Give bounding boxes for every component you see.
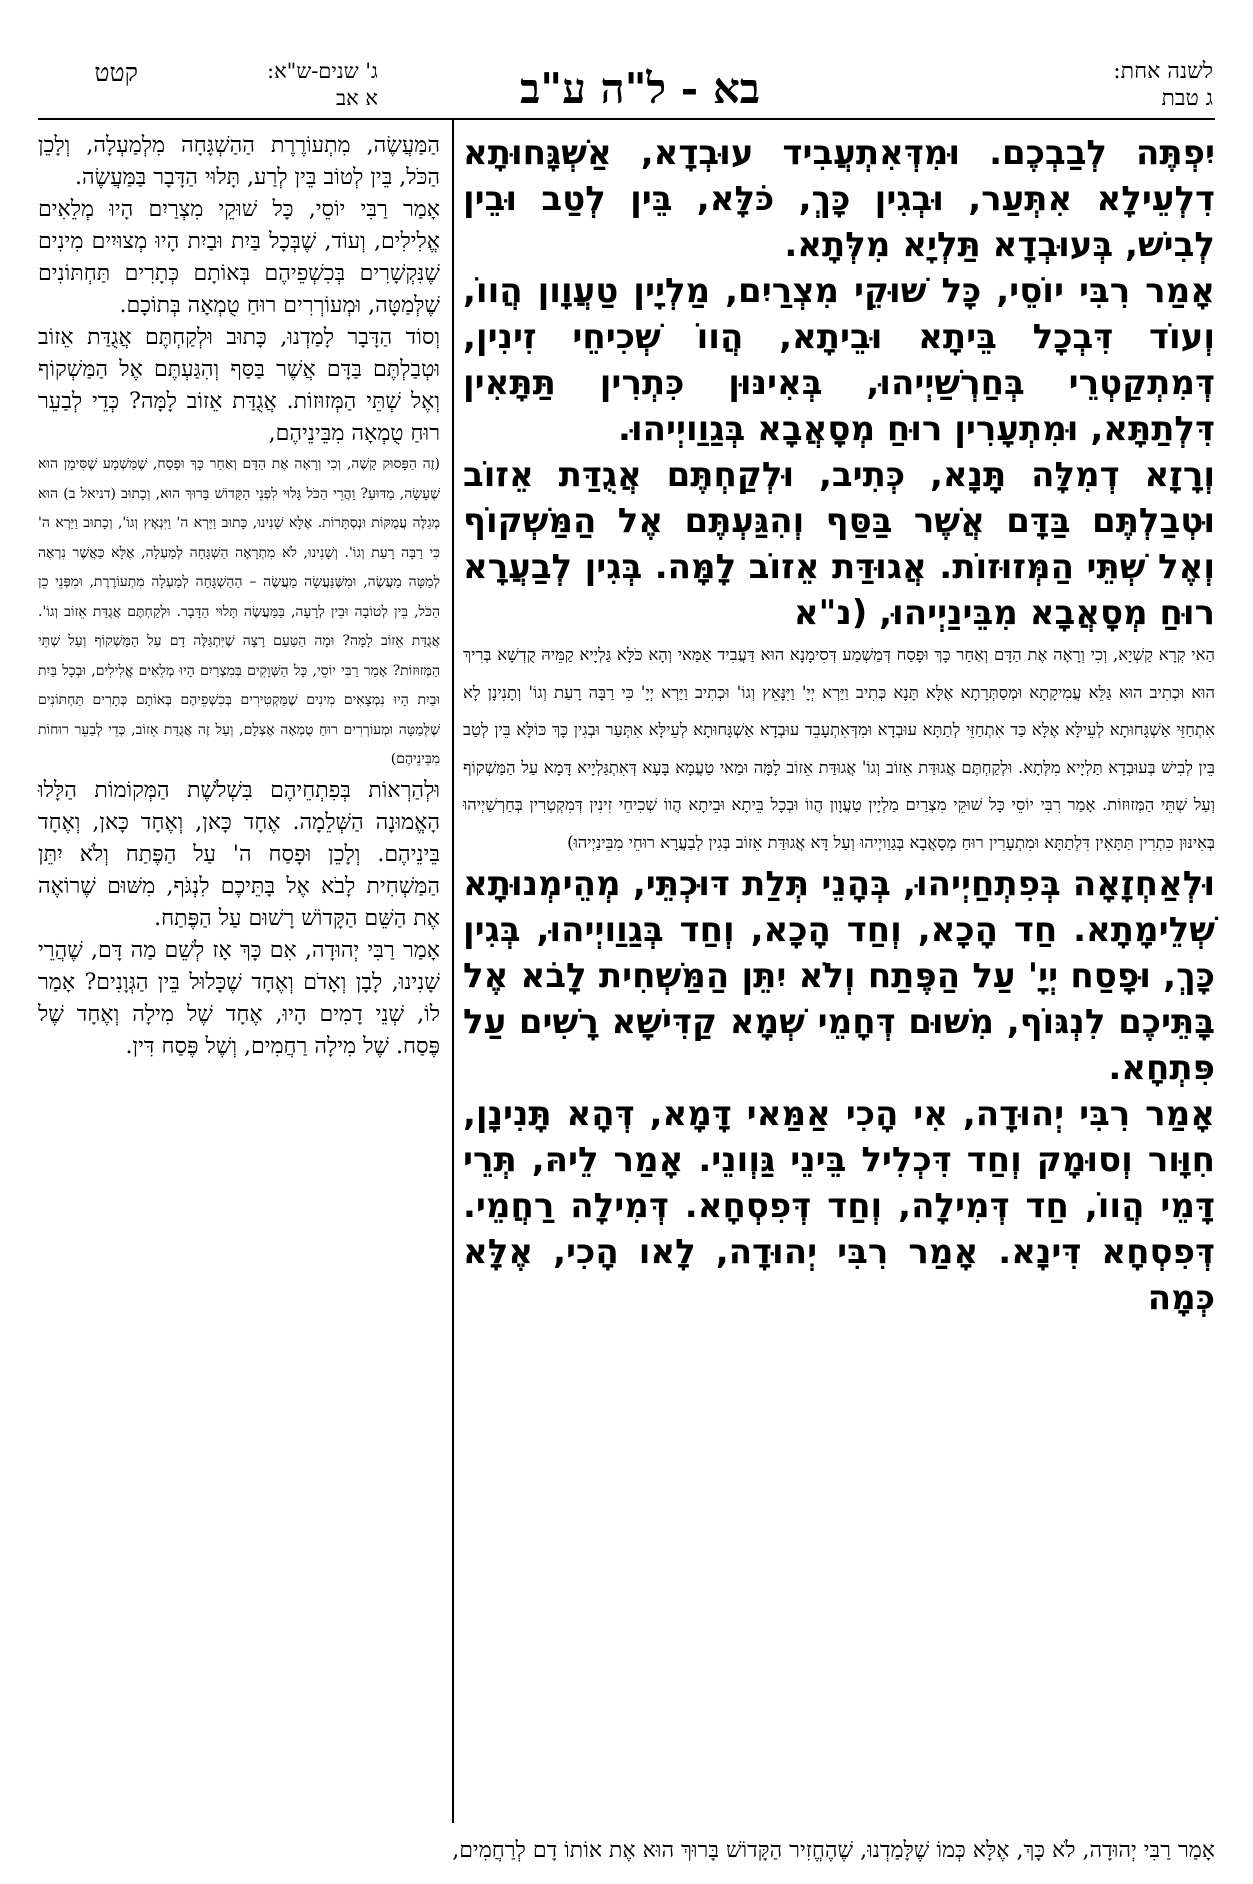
translation-paragraph: הַמַּעֲשֶׂה, מִתְעוֹרֶרֶת הַהַשְׁגָּחָה מִלְמַעְלָה, וְלָכֵן הַכֹּל, בֵּין לְטוֹב בֵּין לְרַע, תָּלוּי הַדָּבָר בַּמַּעֲשֶׂה. (38, 133, 440, 190)
main-paragraph: יִפְתֶּה לְבַבְכֶם. וּמִדְּאִתְעֲבִיד עוּבְדָא, אַשְׁגָּחוּתָא דִלְעֵילָא אִתְּעַר, וּבְגִין כָּךְ, כֹּלָּא, בֵּין לְטַב וּבֵין לְבִישׁ, בְּעוּבְדָא תַּלְיָא מִלְּתָא. (463, 133, 1215, 265)
translation-paragraph: אָמַר רַבִּי יְהוּדָה, אִם כָּךְ אָז לְשֵׁם מַה דָּם, שֶׁהֲרֵי שָׁנִינוּ, לָבָן וְאָדֹם וְאֶחָד שֶׁכָּלוּל בֵּין הַגְּוָנִים? אָמַר לוֹ, שְׁנֵי דָמִים הָיוּ, אֶחָד שֶׁל מִילָה וְאֶחָד שֶׁל פֶּסַח. שֶׁל מִילָה רַחֲמִים, וְשֶׁל פֶּסַח דִּין. (38, 937, 440, 1059)
header-left-line1: ג' שנים-ש"א: (267, 59, 378, 83)
main-paragraph: אָמַר רִבִּי יוֹסֵי, כָּל שׁוּקֵי מִצְרַיִם, מַלְיָין טַעֲוָון הֲווֹ, וְעוֹד דִּבְכָל בֵּיתָא וּבֵיתָא, הֲווֹ שְׁכִיחֵי זִינִין, דְּמִתְקַטְרֵי בְּחַרְשַׁיְיהוּ, בְּאִינּוּן כִּתְרִין תַּתָּאִין דִּלְתַתָּא, וּמִתְעָרִין רוּחַ מְסָאֲבָא בְּגַוַויְיהוּ. (463, 271, 1215, 449)
header-divider (38, 118, 1215, 120)
translation-commentary: (זֶה הַפָּסוּק קָשֶׁה, וְכִי וְרָאָה אֶת הַדָּם וְאַחַר כָּךְ וּפָסַח, שֶׁמַּשְׁמָע שֶׁסִּימָן הוּא שֶׁעָשָׂה, מַדּוּעַ? וַהֲרֵי הַכֹּל גָּלוּי לִפְנֵי הַקָּדוֹשׁ בָּרוּךְ הוּא, וְכָתוּב (דניאל ב) הוּא מְגַלֶּה עֲמֻקּוֹת וּנְסְתָּרוֹת. אֶלָּא שָׁנִינוּ, כָּתוּב וַיַּרְא ה' וַיִּנְאָץ וְגוֹ', וְכָתוּב וַיַּרְא ה' כִּי רַבָּה רָעַת וְגוֹ'. וְשָׁנִינוּ, לֹא מִתְרָאָה הַשְׁגָּחָה לְמַעְלָה, אֶלָּא כַּאֲשֶׁר נִרְאֶה לְמַטָּה מַעֲשֶׂה, וּמִשֶּׁנַּעֲשָׂה מַעֲשֶׂה – הַהַשְׁגָּחָה לְמַעְלָה מִתְעוֹרֶרֶת, וּמִפְּנֵי כֵן הַכֹּל, בֵּין לְטוֹבָה וּבֵין לְרָעָה, בַּמַּעֲשֶׂה תָּלוּי הַדָּבָר. וּלְקַחְתֶּם אֲגֻדַּת אֵזוֹב וְגוֹ'. אֲגֻדַּת אֵזוֹב לָמָּה? וּמָה הַטַּעַם רָצָה שֶׁיִּתְגַּלֶּה דָם עַל הַמַּשְׁקוֹף וְעַל שְׁתֵּי הַמְּזוּזוֹת? אָמַר רַבִּי יוֹסֵי, כָּל הַשְּׁוָקִים בְּמִצְרַיִם הָיוּ מְלֵאִים אֱלִילִים, וּבְכָל בַּיִת וּבַיִת הָיוּ נִמְצָאִים מִינִים שֶׁמַּקְטִירִים בְּכִשְׁפֵיהֶם בְּאוֹתָם כְּתָרִים תַּחְתּוֹנִים שֶׁלְּמַטָּה וּמְעוֹרְרִים רוּחַ טֻמְאָה אֶצְלָם, וְעַל זֶה אֲגֻדַּת אֵזוֹב, כְּדֵי לְבַעֵר רוּחוֹת מִבֵּינֵיהֶם) (38, 456, 441, 767)
column-divider (452, 118, 454, 1823)
translation-paragraph: וְסוֹד הַדָּבָר לָמַדְנוּ, כָּתוּב וּלְקַחְתֶּם אֲגֻדַּת אֵזוֹב וּטְבַלְתֶּם בַּדָּם אֲשֶׁר בַּסַּף וְהִגַּעְתֶּם אֶל הַמַּשְׁקוֹף וְאֶל שְׁתֵּי הַמְּזוּזוֹת. אֲגֻדַּת אֵזוֹב לָמָּה? כְּדֵי לְבַעֵר רוּחַ טֻמְאָה מִבֵּינֵיהֶם, (38, 325, 440, 446)
header-right-line1: לשנה אחת: (1113, 59, 1213, 84)
page-title: בא - ל"ה ע"ב (519, 64, 761, 113)
main-column (463, 130, 1215, 1321)
translation-column (38, 130, 440, 1063)
header-corner: קטט (94, 58, 138, 87)
translation-paragraph: אָמַר רַבִּי יוֹסֵי, כָּל שׁוּקֵי מִצְרַיִם הָיוּ מְלֵאִים אֱלִילִים, וְעוֹד, שֶׁבְּכָל בַּיִת וּבַיִת הָיוּ מְצוּיִים מִינִים שֶׁנִּקְשָׁרִים בְּכִשְׁפֵיהֶם בְּאוֹתָם כְּתָרִים תַּחְתּוֹנִים שֶׁלְּמַטָּה, וּמְעוֹרְרִים רוּחַ טֻמְאָה בְּתוֹכָם. (38, 197, 440, 318)
main-commentary: הַאי קְרָא קַשְׁיָא, וְכִי וְרָאָה אֶת הַדָּם וְאַחַר כָּךְ וּפָסַח דְּמַשְׁמַע דְּסִימָנָא הוּא דַּעֲבִיד אַמַּאי וְהָא כֹּלָּא גַּלְיָיא קַמֵּיהּ קֻדְשָׁא בְּרִיךְ הוּא וּכְתִיב הוּא גַּלֵּא עֲמִיקָתָא וּמְסַתְּרָתָא אֶלָּא תָּנָא כְּתִיב וַיַּרְא יְיָ' וַיִּנָּאֵץ וְגוֹ' וּכְתִיב וַיַּרְא יְיָ' כִּי רַבָּה רָעַת וְגוֹ' וְתָנִינָן לָא אִתְחַזֵּי אַשְׁגָּחוּתָא לְעֵילָּא אֶלָּא כַּד אִתְחַזֵּי לְתַתָּא עוּבְדָא וּמִדְּאִתְעָבֵד עוּבְדָא אַשְׁגָּחוּתָא לְעֵילָּא אִתְּעַר וּבְגִין כָּךְ כּוֹלָּא בֵּין לְטַב בֵּין לְבִישׁ בְּעוּבְדָא תַּלְיָיא מִלְּתָא. וּלְקַחְתֶּם אֲגוּדַּת אֵזוֹב וְגוֹ' אֲגוּדַּת אֵזוֹב לָמָּה וּמַאי טַעֲמָא בָּעָא דְּאִתְגַּלְיָיא דָּמָא עַל הַמַּשְׁקוֹף וְעַל שְׁתֵּי הַמְּזוּזוֹת. אָמַר רִבִּי יוֹסֵי כָּל שׁוּקֵי מִצְרַיִם מַלְיָין טַעֲוָון הֲווֹ וּבְכָל בֵּיתָא וּבֵיתָא הֲווֹ שְׁכִיחֵי זִינִין דְּמִקְטְרִין בְּחַרְשַׁיְיהוּ בְּאִינּוּן כִּתְרִין תַּתָּאִין דִּלְתַתָּא וּמִתְעָרִין רוּחַ מְסָאֲבָא בְּגַוַויְיהוּ וְעַל דָּא אֲגוּדַּת אֵזוֹב בְּגִין לְבַעֲרָא רוּחֵי מִבֵּינַיְיהוּ) (463, 645, 1215, 852)
header-right-line2: ג טבת (1161, 86, 1213, 111)
main-paragraph: אָמַר רִבִּי יְהוּדָה, אִי הָכִי אַמַּאי דָּמָא, דְּהָא תָּנִינָן, חִוָּור וְסוּמָק וְחַד דִּכְלִיל בֵּינֵי גַּוְונֵי. אָמַר לֵיהּ, תְּרֵי דָּמֵי הֲווֹ, חַד דְּמִילָה, וְחַד דְּפִסְחָא. דְּמִילָה רַחֲמֵי. דְּפִסְחָא דִּינָא. אָמַר רִבִּי יְהוּדָה, לָאו הָכִי, אֶלָּא כְּמָה (463, 1094, 1215, 1318)
header-left-line2: א אב (336, 86, 378, 110)
main-paragraph: וּלְאַחְזָאָה בְּפִתְחַיְיהוּ, בְּהָנֵי תְּלַת דּוּכְתֵּי, מְהֵימְנוּתָא שְׁלֵימָתָא. חַד הָכָא, וְחַד הָכָא, וְחַד בְּגַוַויְיהוּ, בְּגִין כָּךְ, וּפָסַח יְיָ' עַל הַפֶּתַח וְלֹא יִתֵּן הַמַּשְׁחִית לָבֹא אֶל בָּתֵּיכֶם לִנְגּוֹף, מִשּׁוּם דְּחָמֵי שְׁמָא קַדִּישָׁא רָשִׁים עַל פִּתְחָא. (463, 864, 1215, 1088)
main-paragraph: וְרָזָא דְמִלָּה תָּנָא, כְּתִיב, וּלְקַחְתֶּם אֲגֻדַּת אֵזוֹב וּטְבַלְתֶּם בַּדָּם אֲשֶׁר בַּסַּף וְהִגַּעְתֶּם אֶל הַמַּשְׁקוֹף וְאֶל שְׁתֵּי הַמְּזוּזוֹת. אֲגוּדַּת אֵזוֹב לָמָּה. בְּגִין לְבַעֲרָא רוּחַ מְסָאֲבָא מִבֵּינַיְיהוּ, (נ"א (463, 455, 1215, 633)
translation-paragraph: וּלְהַרְאוֹת בְּפִתְחֵיהֶם בִּשְׁלֹשֶׁת הַמְּקוֹמוֹת הַלָּלוּ הָאֱמוּנָה הַשְּׁלֵמָה. אֶחָד כָּאן, וְאֶחָד כָּאן, וְאֶחָד בֵּינֵיהֶם. וְלָכֵן וּפָסַח ה' עַל הַפֶּתַח וְלֹא יִתֵּן הַמַּשְׁחִית לָבֹא אֶל בָּתֵּיכֶם לִנְגֹּף, מִשּׁוּם שֶׁרוֹאֶה אֶת הַשֵּׁם הַקָּדוֹשׁ רָשׁוּם עַל הַפֶּתַח. (38, 777, 440, 931)
bottom-line: אָמַר רַבִּי יְהוּדָה, לֹא כָּךְ, אֶלָּא כְּמוֹ שֶׁלָּמַדְנוּ, שֶׁהֶחֱזִיר הַקָּדוֹשׁ בָּרוּךְ הוּא אֶת אוֹתוֹ דָם לְרַחֲמִים, (452, 1838, 1215, 1863)
